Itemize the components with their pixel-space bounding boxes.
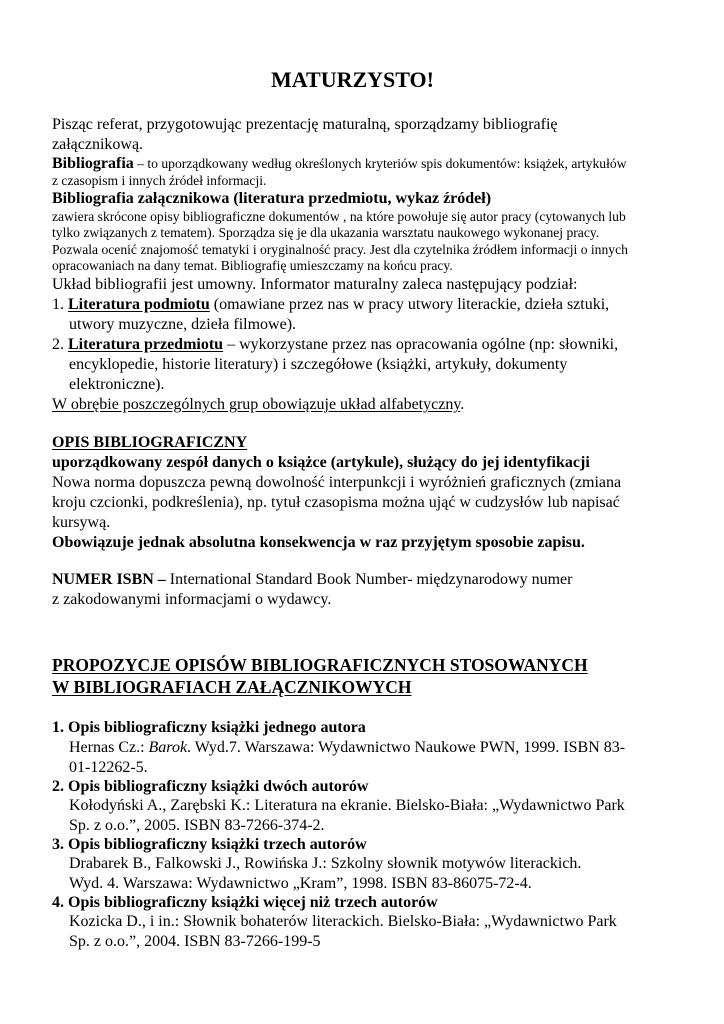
zalacznikowa-line: Pozwala ocenić znajomość tematyki i oryginalność pracy. Jest dla czytelnika źródłem informacji o innych: [52, 242, 628, 257]
literatura-przedmiotu-label: Literatura przedmiotu: [68, 336, 224, 353]
propozycje-heading: W BIBLIOGRAFIACH ZAŁĄCZNIKOWYCH: [52, 677, 412, 697]
example-entry-cont: Sp. z o.o.”, 2004. ISBN 83-7266-199-5: [69, 933, 321, 950]
podzial-item-text: (omawiane przez nas w pracy utwory literackie, dzieła sztuki,: [209, 296, 610, 313]
list-number: 2.: [52, 336, 64, 353]
alfabet-dot: .: [460, 396, 465, 413]
literatura-podmiotu-label: Literatura podmiotu: [68, 296, 210, 313]
bibliografia-def: – to uporządkowany według określonych kryteriów spis dokumentów: książek, artykułów: [133, 156, 627, 171]
bibliografia-definition: [52, 156, 626, 172]
opis-line: kursywą.: [52, 514, 111, 531]
example-entry-cont: 01-12262-5.: [69, 759, 148, 776]
example-entry: [69, 740, 625, 756]
alfabet-note: [52, 397, 464, 413]
example-rest: . Wyd.7. Warszawa: Wydawnictwo Naukowe PWN, 1999. ISBN 83-: [187, 739, 626, 756]
zalacznikowa-heading: Bibliografia załącznikowa (literatura przedmiotu, wykaz źródeł): [52, 190, 492, 207]
podzial-item: [52, 297, 609, 313]
example-entry-cont: Wyd. 4. Warszawa: Wydawnictwo „Kram”, 1998. ISBN 83-86075-72-4.: [69, 875, 532, 892]
zalacznikowa-line: opracowaniach na dany temat. Bibliografię umieszczamy na końcu pracy.: [52, 258, 453, 273]
isbn-text-cont: z zakodowanymi informacjami o wydawcy.: [52, 591, 332, 608]
isbn-term: NUMER ISBN –: [52, 571, 166, 588]
example-entry: Drabarek B., Falkowski J., Rowińska J.: Szkolny słownik motywów literackich.: [69, 855, 582, 872]
alfabet-text: W obrębie poszczególnych grup obowiązuje układ alfabetyczny: [52, 396, 461, 413]
opis-line: Nowa norma dopuszcza pewną dowolność interpunkcji i wyróżnień graficznych (zmiana: [52, 474, 622, 491]
podzial-item-text: – wykorzystane przez nas opracowania ogólne (np: słowniki,: [223, 336, 619, 353]
podzial-item-cont: encyklopedie, historie literatury) i szczegółowe (książki, artykuły, dokumenty: [69, 356, 568, 373]
example-title: 3. Opis bibliograficzny książki trzech autorów: [52, 836, 367, 853]
example-entry: Kozicka D., i in.: Słownik bohaterów literackich. Bielsko-Biała: „Wydawnictwo Park: [69, 913, 617, 930]
propozycje-heading: PROPOZYCJE OPISÓW BIBLIOGRAFICZNYCH STOSOWANYCH: [52, 655, 588, 675]
intro-line: Pisząc referat, przygotowując prezentację maturalną, sporządzamy bibliografię: [52, 116, 558, 133]
example-title: 1. Opis bibliograficzny książki jednego autora: [52, 719, 366, 736]
opis-subheading: uporządkowany zespół danych o książce (artykule), służący do jej identyfikacji: [52, 454, 590, 471]
opis-rule: Obowiązuje jednak absolutna konsekwencja w raz przyjętym sposobie zapisu.: [52, 534, 585, 551]
intro-line: załącznikową.: [52, 136, 144, 153]
isbn-text: International Standard Book Number- międzynarodowy numer: [165, 571, 573, 588]
uklad-text: Układ bibliografii jest umowny. Informator maturalny zaleca następujący podział:: [52, 276, 578, 293]
zalacznikowa-line: tylko związanych z tematem). Sporządza się je dla ukazania warsztatu naukowego wykonanej pracy.: [52, 225, 600, 240]
podzial-item: [52, 337, 618, 353]
list-number: 1.: [52, 296, 64, 313]
example-entry: Kołodyński A., Zarębski K.: Literatura na ekranie. Bielsko-Biała: „Wydawnictwo Park: [69, 797, 625, 814]
podzial-item-cont: elektroniczne).: [69, 376, 165, 393]
example-author: Hernas Cz.:: [69, 739, 149, 756]
page-title: MATURZYSTO!: [271, 67, 434, 92]
opis-line: kroju czcionki, podkreślenia), np. tytuł czasopisma można ująć w cudzysłów lub napisać: [52, 494, 620, 511]
example-title: 4. Opis bibliograficzny książki więcej niż trzech autorów: [52, 894, 438, 911]
opis-heading: OPIS BIBLIOGRAFICZNY: [52, 434, 248, 451]
bibliografia-term: Bibliografia: [52, 155, 134, 172]
podzial-item-cont: utwory muzyczne, dzieła filmowe).: [69, 316, 297, 333]
example-title: 2. Opis bibliograficzny książki dwóch autorów: [52, 778, 369, 795]
example-entry-cont: Sp. z o.o.”, 2005. ISBN 83-7266-374-2.: [69, 817, 325, 834]
example-work-title: Barok: [148, 739, 188, 756]
zalacznikowa-line: zawiera skrócone opisy bibliograficzne dokumentów , na które powołuje się autor pracy (cytowanych lub: [52, 209, 626, 224]
bibliografia-def-cont: z czasopism i innych źródeł informacji.: [52, 173, 267, 188]
isbn-definition: [52, 572, 572, 588]
